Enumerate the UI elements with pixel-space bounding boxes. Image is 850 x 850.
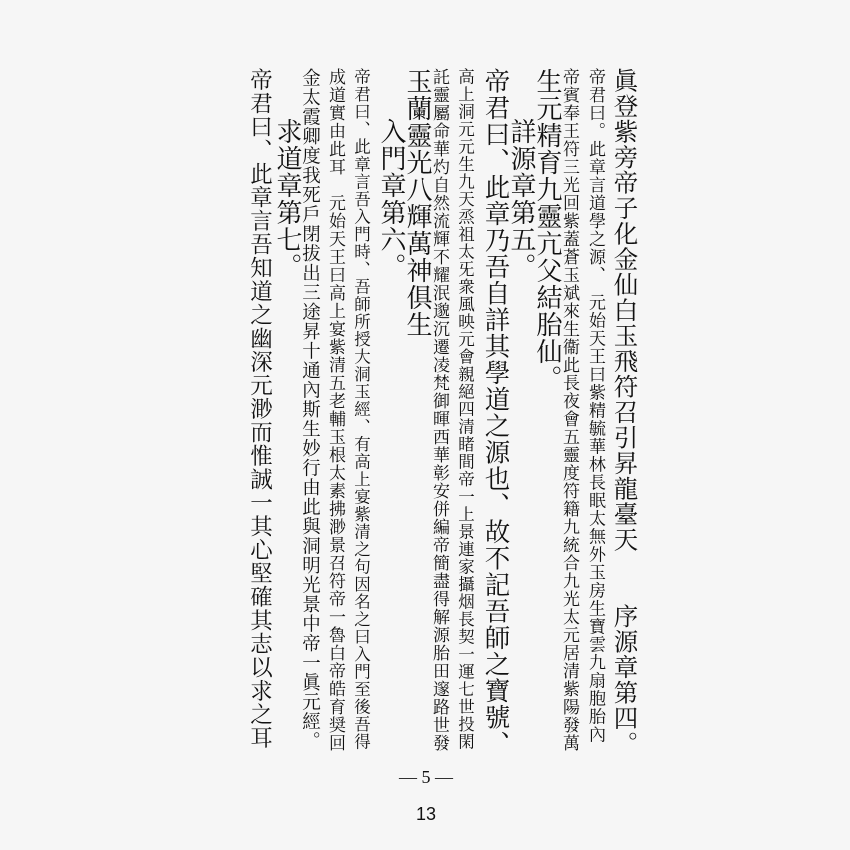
text-column-8: 託靈屬命華灼自然流輝不耀泯邈沉遷凌梵御暉西華彰安併編帝簡盡得解源胎田邃路世發 — [429, 68, 449, 752]
page-number: 13 — [415, 804, 437, 824]
text-column-3: 帝賓奉王符三光回紫蓋蒼玉斌來生衞此長夜會五靈度符籍九統合九光太元居清紫陽發萬 — [559, 68, 579, 752]
section-heading-7: 求道章第七。 — [272, 118, 302, 280]
section-heading-6: 入門章第六。 — [376, 118, 406, 280]
text-column-12: 成道實由此耳 元始天王曰高上宴紫清五老輔玉根太素拂渺景召符帝一魯白帝皓育奨回 — [325, 68, 345, 752]
section-heading-5: 詳源章第五。 — [506, 118, 536, 280]
text-column-9: 玉蘭靈光八輝萬神俱生 — [402, 68, 432, 338]
text-column-7: 高上洞元元生九天烝祖太旡衆風映元會親絕四清睹間帝一上景連家攝烟長契一運七世投閑 — [455, 68, 475, 751]
text-column-1: 眞登紫旁帝子化金仙白玉飛符召引昇龍臺天 序源章第四。 — [610, 68, 640, 757]
text-column-11: 帝君曰、此章言吾入門時、吾師所授大洞玉經、有高上宴紫清之句因名之曰入門至後吾得 — [351, 68, 371, 751]
text-column-2: 帝君曰。此章言道學之源、 元始天王曰紫精毓華林長眠太無外玉房生寶雲九扇胞胎內 — [585, 68, 605, 744]
text-column-6: 帝君曰、此章乃吾自詳其學道之源也、故不記吾師之寶號、 — [480, 68, 511, 757]
text-column-4: 生元精育九靈亢父結胎仙。 — [532, 68, 562, 392]
text-column-15: 帝君曰、此章言吾知道之幽深元渺而惟誠一其心堅確其志以求之耳 — [246, 68, 273, 750]
text-column-13: 金太霞卿度我死戶閉拔出三途昇十通內斯生妙行由此與洞明光景中帝一眞元經。 — [299, 68, 321, 751]
page-marker: — 5 — — [399, 767, 453, 787]
